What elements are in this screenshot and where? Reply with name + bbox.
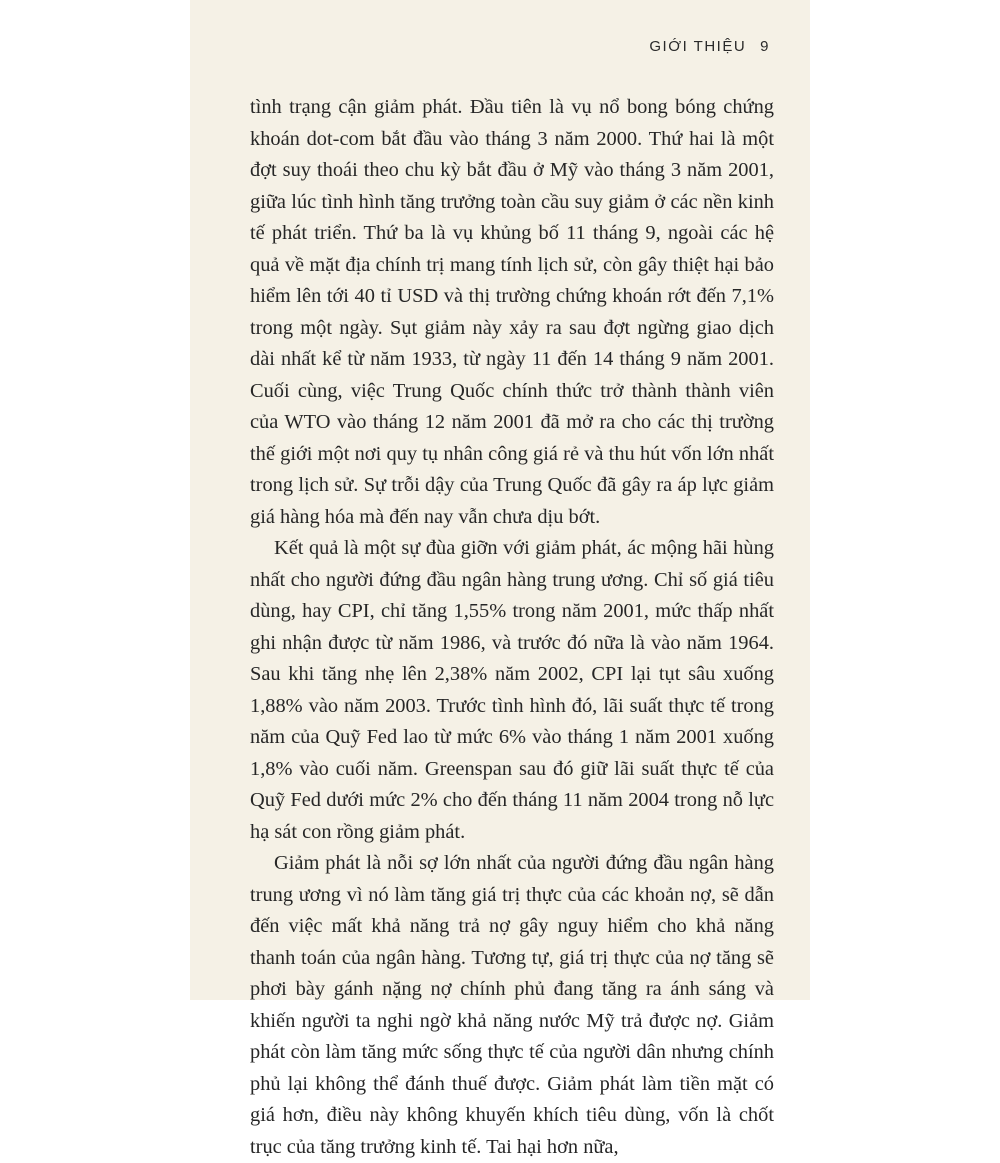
paragraph-3: Giảm phát là nỗi sợ lớn nhất của người đứng đầu ngân hàng trung ương vì nó làm tăng giá trị thực của các khoản nợ, sẽ dẫn đến việc mất khả năng trả nợ gây nguy hiểm cho khả năng thanh toán của ngân hàng. Tương tự, giá trị thực của nợ tăng sẽ phơi bày gánh nặng nợ chính phủ đang tăng ra ánh sáng và khiến người ta nghi ngờ khả năng nước Mỹ trả được nợ. Giảm phát còn làm tăng mức sống thực tế của người dân nhưng chính phủ lại không thể đánh thuế được. Giảm phát làm tiền mặt có giá hơn, điều này không khuyến khích tiêu dùng, vốn là chốt trục của tăng trưởng kinh tế. Tai hại hơn nữa,: [250, 852, 774, 1158]
running-header: [649, 38, 770, 55]
body-text: [250, 92, 774, 1163]
section-title: GIỚI THIỆU: [649, 38, 747, 55]
paragraph-1: tình trạng cận giảm phát. Đầu tiên là vụ nổ bong bóng chứng khoán dot-com bắt đầu vào tháng 3 năm 2000. Thứ hai là một đợt suy thoái theo chu kỳ bắt đầu ở Mỹ vào tháng 3 năm 2001, giữa lúc tình hình tăng trưởng toàn cầu suy giảm ở các nền kinh tế phát triển. Thứ ba là vụ khủng bố 11 tháng 9, ngoài các hệ quả về mặt địa chính trị mang tính lịch sử, còn gây thiệt hại bảo hiểm lên tới 40 tỉ USD và thị trường chứng khoán rớt đến 7,1% trong một ngày. Sụt giảm này xảy ra sau đợt ngừng giao dịch dài nhất kể từ năm 1933, từ ngày 11 đến 14 tháng 9 năm 2001. Cuối cùng, việc Trung Quốc chính thức trở thành thành viên của WTO vào tháng 12 năm 2001 đã mở ra cho các thị trường thế giới một nơi quy tụ nhân công giá rẻ và thu hút vốn lớn nhất trong lịch sử. Sự trỗi dậy của Trung Quốc đã gây ra áp lực giảm giá hàng hóa mà đến nay vẫn chưa dịu bớt.: [250, 96, 774, 528]
page-number: 9: [760, 38, 770, 55]
book-page: [190, 0, 810, 1158]
paragraph-2: Kết quả là một sự đùa giỡn với giảm phát, ác mộng hãi hùng nhất cho người đứng đầu ngân hàng trung ương. Chỉ số giá tiêu dùng, hay CPI, chỉ tăng 1,55% trong năm 2001, mức thấp nhất ghi nhận được từ năm 1986, và trước đó nữa là vào năm 1964. Sau khi tăng nhẹ lên 2,38% năm 2002, CPI lại tụt sâu xuống 1,88% vào năm 2003. Trước tình hình đó, lãi suất thực tế trong năm của Quỹ Fed lao từ mức 6% vào tháng 1 năm 2001 xuống 1,8% vào cuối năm. Greenspan sau đó giữ lãi suất thực tế của Quỹ Fed dưới mức 2% cho đến tháng 11 năm 2004 trong nỗ lực hạ sát con rồng giảm phát.: [250, 537, 774, 843]
